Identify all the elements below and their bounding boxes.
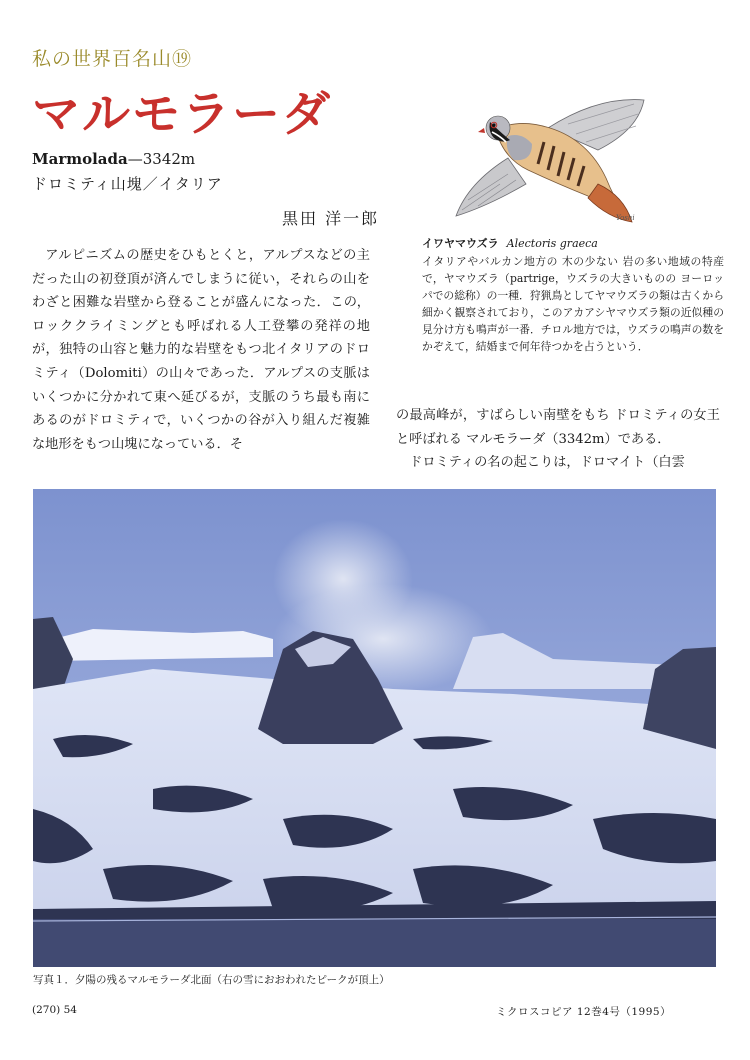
- subtitle-altitude: —3342m: [127, 150, 196, 168]
- subtitle-english: [32, 150, 195, 168]
- body-text-right-column: [396, 404, 720, 475]
- bird-description: イタリアやバルカン地方の 木の少ない 岩の多い地域の特産で，ヤマウズラ（partrige，ウズラの大きいものの ヨーロッパでの総称）の一種．狩猟鳥としてヤマウズラの類は古くから細かく観察されており，このアカアシヤマウズラ類の近似種の見分け方も鳴声が一番．チロル地方では，ウズラの鳴声の数をかぞえて，結婚まで何年待つかを占うという．: [422, 255, 724, 353]
- paragraph: ドロミティの名の起こりは，ドロマイト（白雲: [409, 455, 685, 471]
- author-name: 黒田 洋一郎: [282, 209, 380, 228]
- bird-name-japanese: イワヤマウズラ: [422, 237, 499, 250]
- series-label: 私の世界百名山⑲: [32, 48, 193, 70]
- journal-citation: ミクロスコピア 12巻4号（1995）: [496, 1006, 672, 1018]
- body-text-left-column: [32, 244, 370, 456]
- bird-caption: [422, 232, 724, 355]
- illustrator-signature: Yoshi: [616, 214, 635, 222]
- photo-caption: 写真１．夕陽の残るマルモラーダ北面（右の雪におおわれたピークが頂上）: [33, 974, 390, 986]
- bird-name-latin: Alectoris graeca: [506, 237, 598, 250]
- paragraph: アルピニズムの歴史をひもとくと，アルプスなどの主だった山の初登頂が済んでしまうに従い，それらの山を わざと困難な岩壁から登ることが盛んになった．この，ロッククライミングとも呼ばれる人工登攀の発祥の地が，独特の山容と魅力的な岩壁をもつ北イタリアのドロミティ（Dolomiti）の山々であった．アルプスの支脈はいくつかに分かれて東へ延びるが，支脈のうち最も南にあるのがドロミティで，いくつかの谷が入り組んだ複雑な地形をもつ山塊になっている．そ: [32, 248, 370, 452]
- partridge-illustration: [448, 88, 648, 228]
- page-title: マルモラーダ: [32, 86, 333, 142]
- subtitle-japanese: ドロミティ山塊／イタリア: [32, 175, 223, 193]
- page-number: (270) 54: [32, 1004, 77, 1016]
- paragraph: の最高峰が，すばらしい南壁をもち ドロミティの女王と呼ばれる マルモラーダ（3342m）である．: [396, 408, 720, 447]
- subtitle-mountain-name: Marmolada: [32, 150, 128, 168]
- mountain-photo: [33, 489, 716, 967]
